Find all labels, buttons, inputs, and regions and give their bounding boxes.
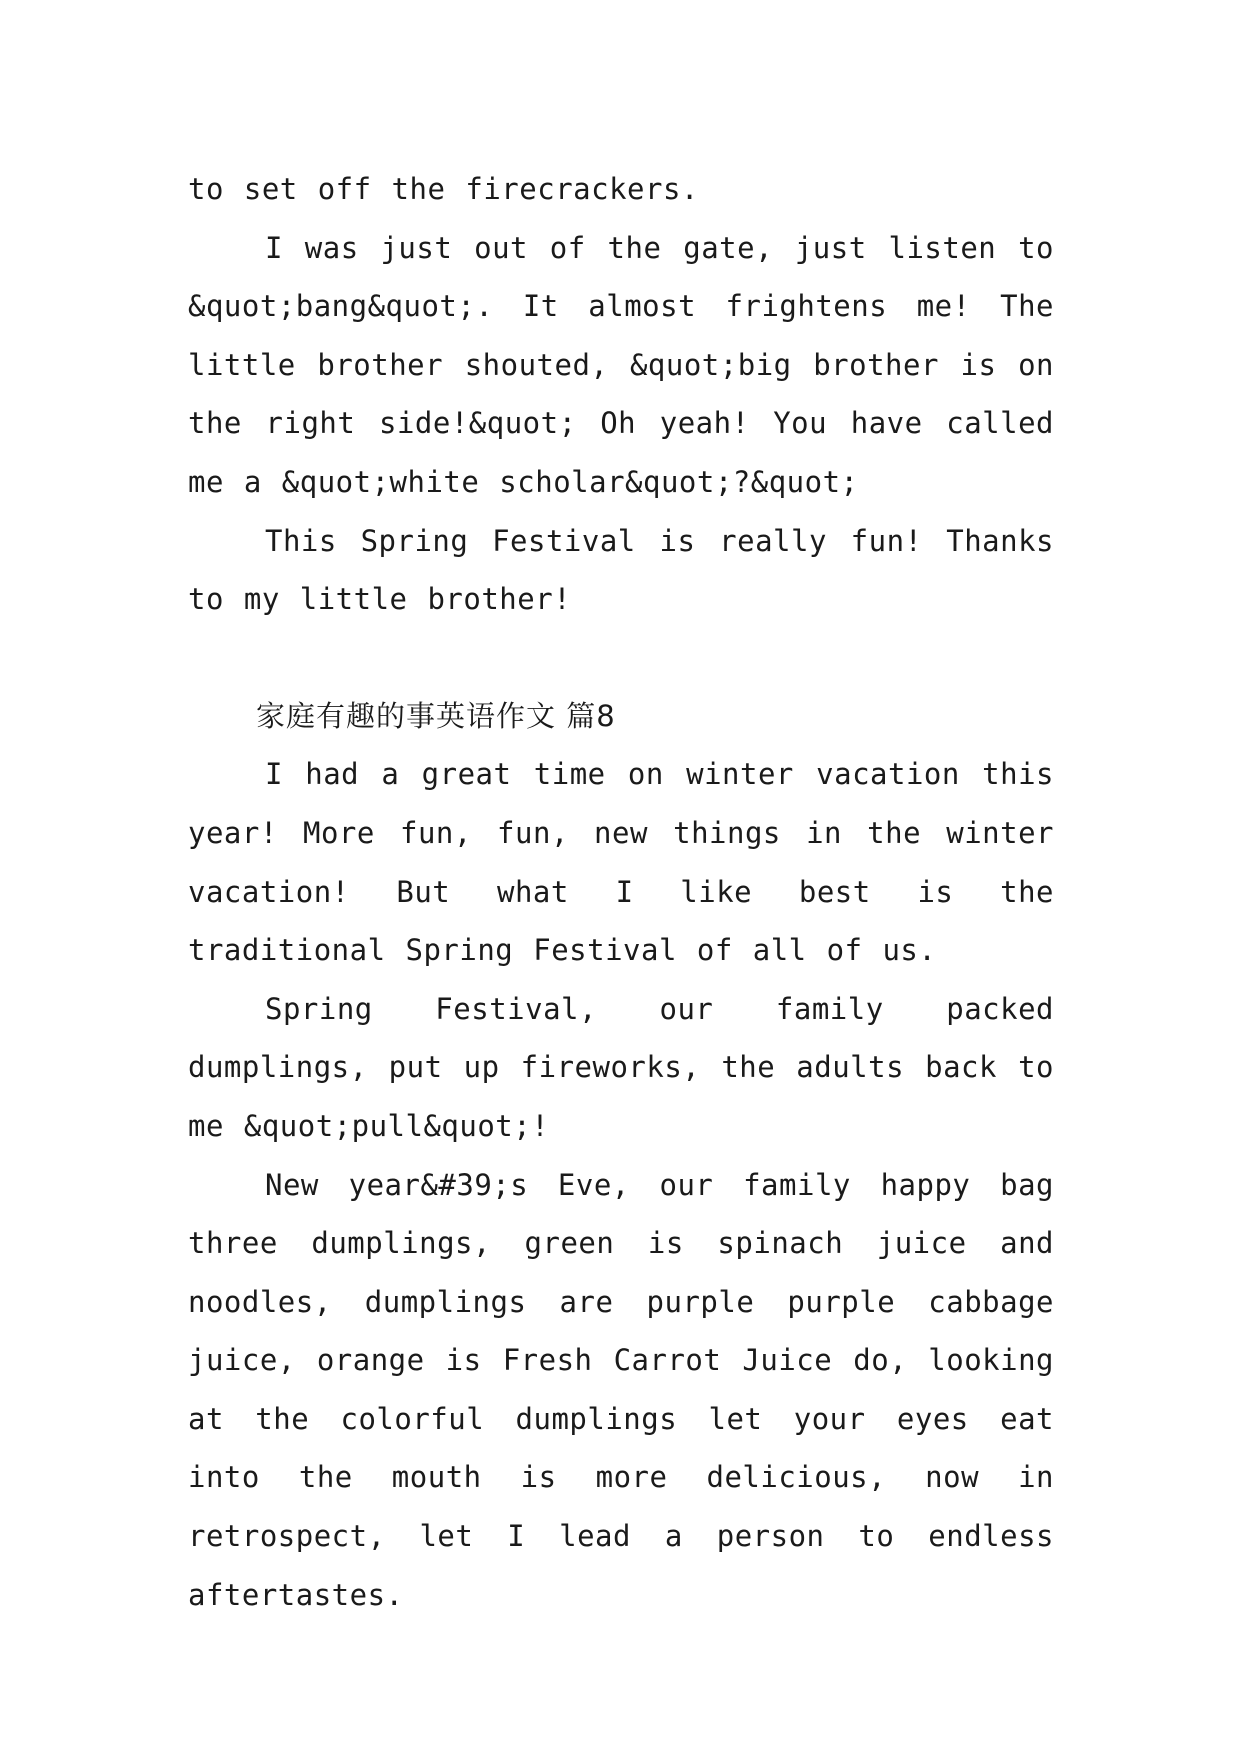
- paragraph-firecrackers: I was just out of the gate, just listen to &quot;bang&quot;. It almost frightens me! The little brother shouted, &quot;big brother is on the right side!&quot; Oh yeah! You have called me a &quot;white scholar&quot;?&quot;: [188, 230, 1054, 499]
- section-heading: 家庭有趣的事英语作文 篇8: [256, 698, 616, 733]
- paragraph-new-years-eve: New year&#39;s Eve, our family happy bag three dumplings, green is spinach juice and noodles, dumplings are purple purple cabbage juice, orange is Fresh Carrot Juice do, looking at the colorful dumplings let your eyes eat into the mouth is more delicious, now in retrospect, let I lead a person to endless aftertastes.: [188, 1167, 1054, 1612]
- paragraph-continuation: to set off the firecrackers.: [188, 172, 699, 206]
- paragraph-winter-vacation: I had a great time on winter vacation this year! More fun, fun, new things in the winter vacation! But what I like best is the traditional Spring Festival of all of us.: [188, 757, 1054, 968]
- section-spacer: [188, 629, 1054, 687]
- document-page: [188, 160, 1054, 1624]
- paragraph-spring-festival-fun: This Spring Festival is really fun! Thanks to my little brother!: [188, 523, 1054, 617]
- paragraph-dumplings-fireworks: Spring Festival, our family packed dumplings, put up fireworks, the adults back to me &quot;pull&quot;!: [188, 991, 1054, 1143]
